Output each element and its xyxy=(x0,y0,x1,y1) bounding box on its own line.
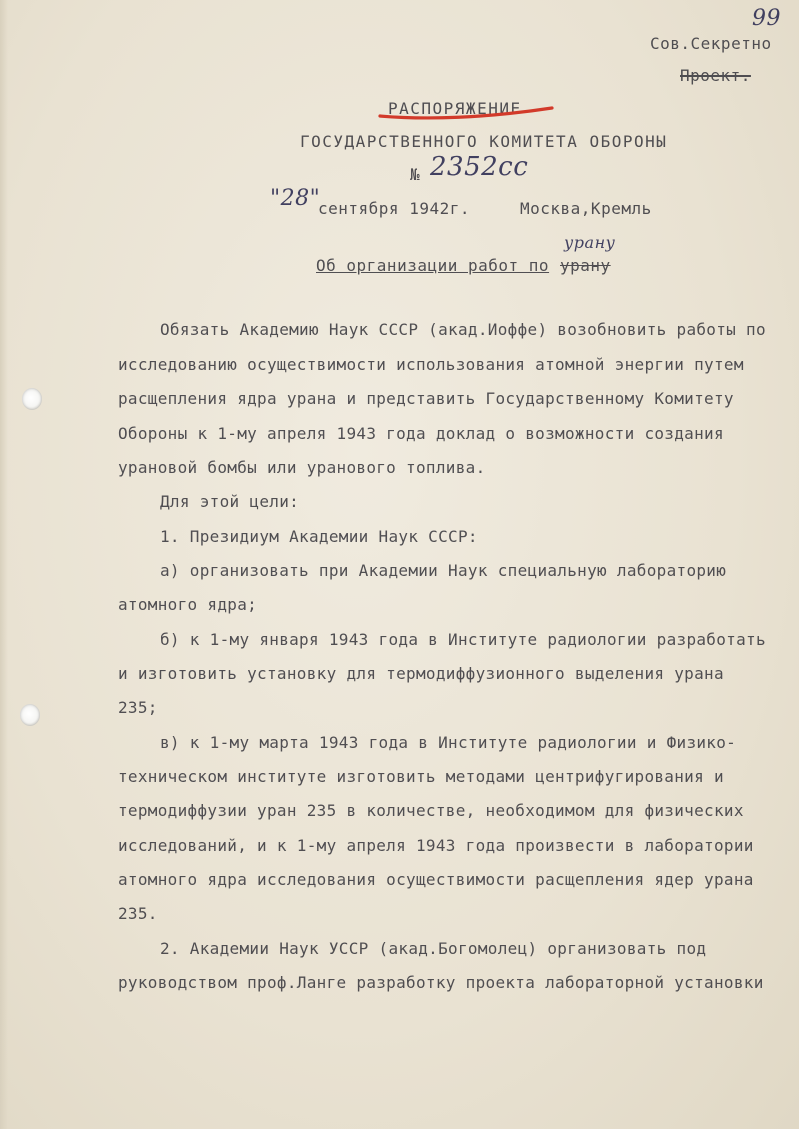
document-type-title: РАСПОРЯЖЕНИЕ xyxy=(388,99,522,118)
issuer-title: ГОСУДАРСТВЕННОГО КОМИТЕТА ОБОРОНЫ xyxy=(300,132,668,151)
body-line: исследований, и к 1-му апреля 1943 года произвести в лаборатории xyxy=(118,836,754,855)
body-line: б) к 1-му января 1943 года в Институте радиологии разработать xyxy=(160,630,766,649)
body-line: 235; xyxy=(118,698,158,717)
body-line: и изготовить установку для термодиффузионного выделения урана xyxy=(118,664,724,683)
subject-struck-word: урану xyxy=(560,256,611,275)
body-line: Обязать Академию Наук СССР (акад.Иоффе) возобновить работы по xyxy=(160,320,766,339)
body-line: термодиффузии уран 235 в количестве, необходимом для физических xyxy=(118,801,744,820)
body-line: техническом институте изготовить методами центрифугирования и xyxy=(118,767,724,786)
hole-punch-bottom xyxy=(20,704,40,726)
place-label: Москва,Кремль xyxy=(520,199,652,218)
red-underline-mark xyxy=(376,100,556,122)
body-line: 2. Академии Наук УССР (акад.Богомолец) организовать под xyxy=(160,939,707,958)
subject-handwritten-correction: урану xyxy=(564,233,616,252)
body-line: урановой бомбы или уранового топлива. xyxy=(118,458,486,477)
body-line: 235. xyxy=(118,904,158,923)
body-line: руководством проф.Ланге разработку проекта лабораторной установки xyxy=(118,973,764,992)
red-underline-stroke xyxy=(380,108,552,118)
date-day-handwritten: "28" xyxy=(270,186,321,211)
body-line: в) к 1-му марта 1943 года в Институте радиологии и Физико- xyxy=(160,733,737,752)
body-line: Обороны к 1-му апреля 1943 года доклад о возможности создания xyxy=(118,424,724,443)
body-line: расщепления ядра урана и представить Государственному Комитету xyxy=(118,389,734,408)
body-line: Для этой цели: xyxy=(160,492,300,511)
body-line: а) организовать при Академии Наук специальную лабораторию xyxy=(160,561,727,580)
document-number-handwritten: 2352сс xyxy=(430,152,529,182)
body-line: исследованию осуществимости использования атомной энергии путем xyxy=(118,355,744,374)
classification-label: Сов.Секретно xyxy=(650,34,772,53)
body-line: 1. Президиум Академии Наук СССР: xyxy=(160,527,478,546)
body-line: атомного ядра; xyxy=(118,595,258,614)
date-month-year: сентября 1942г. xyxy=(318,199,470,218)
subject-prefix: Об организации работ по xyxy=(316,256,550,275)
draft-label-struck: Проект. xyxy=(680,66,751,85)
body-line: атомного ядра исследования осуществимости расщепления ядер урана xyxy=(118,870,754,889)
page-number: 99 xyxy=(752,6,781,31)
number-prefix: № xyxy=(410,165,421,184)
hole-punch-top xyxy=(22,388,42,410)
page-fold-shadow xyxy=(0,0,8,1129)
